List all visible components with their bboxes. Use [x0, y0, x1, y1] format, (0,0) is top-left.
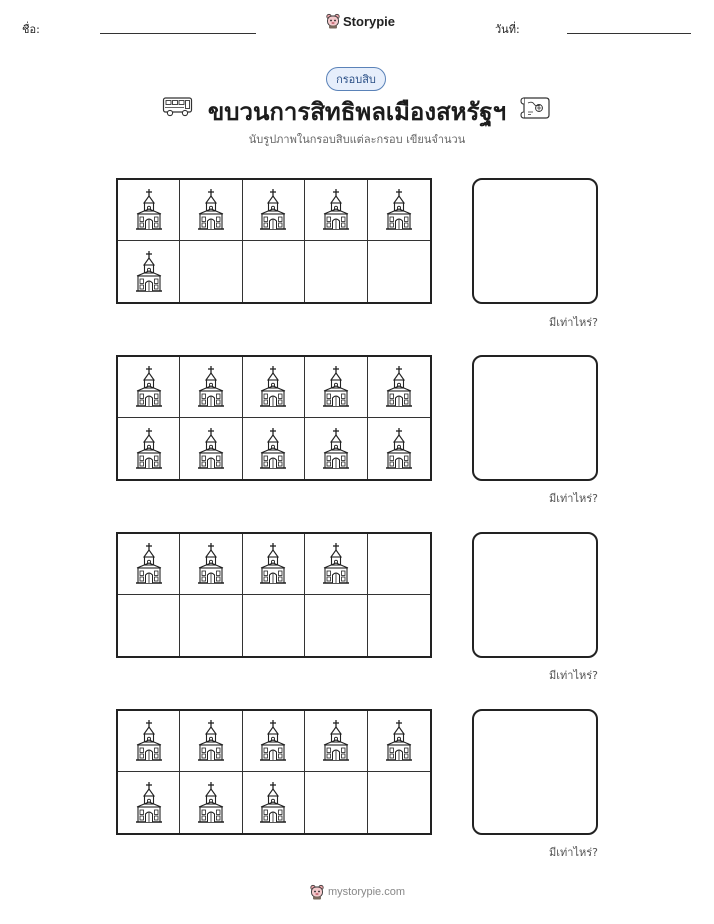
ten-frame-cell: [180, 418, 242, 479]
ten-frame-cell: [243, 357, 305, 418]
church-icon: [133, 250, 165, 294]
church-icon: [257, 365, 289, 409]
answer-box-1[interactable]: [472, 178, 598, 304]
church-icon: [133, 719, 165, 763]
how-many-prompt-4: มีเท่าไหร่?: [549, 846, 598, 859]
ten-frame-cell: [368, 595, 430, 656]
ten-frame-cell: [368, 357, 430, 418]
church-icon: [133, 188, 165, 232]
church-icon: [133, 427, 165, 471]
ten-frame-cell: [180, 711, 242, 772]
ten-frame-cell: [180, 534, 242, 595]
ten-frame-cell: [118, 418, 180, 479]
church-icon: [320, 719, 352, 763]
church-icon: [383, 365, 415, 409]
ten-frame-cell: [368, 772, 430, 833]
church-icon: [257, 781, 289, 825]
ten-frame-cell: [305, 357, 367, 418]
storypie-mascot-icon: [326, 13, 340, 29]
map-scroll-icon: [520, 94, 552, 122]
ten-frame-1: [116, 178, 432, 304]
church-icon: [320, 365, 352, 409]
ten-frame-3: [116, 532, 432, 658]
footer-url: mystorypie.com: [328, 886, 406, 898]
name-label: ชื่อ:: [22, 23, 40, 36]
ten-frame-cell: [180, 595, 242, 656]
ten-frame-cell: [118, 357, 180, 418]
ten-frame-cell: [180, 241, 242, 302]
storypie-mascot-icon: [310, 884, 324, 900]
church-icon: [257, 542, 289, 586]
topic-badge: กรอบสิบ: [326, 67, 386, 91]
ten-frame-cell: [243, 711, 305, 772]
brand-logo: [326, 13, 395, 29]
church-icon: [133, 542, 165, 586]
ten-frame-cell: [368, 711, 430, 772]
how-many-prompt-2: มีเท่าไหร่?: [549, 492, 598, 505]
ten-frame-cell: [243, 595, 305, 656]
ten-frame-cell: [118, 180, 180, 241]
answer-box-3[interactable]: [472, 532, 598, 658]
ten-frame-4: [116, 709, 432, 835]
ten-frame-2: [116, 355, 432, 481]
ten-frame-cell: [305, 180, 367, 241]
ten-frame-cell: [305, 772, 367, 833]
ten-frame-cell: [118, 772, 180, 833]
church-icon: [320, 542, 352, 586]
church-icon: [195, 542, 227, 586]
ten-frame-cell: [368, 180, 430, 241]
church-icon: [195, 188, 227, 232]
ten-frame-cell: [305, 711, 367, 772]
ten-frame-cell: [368, 241, 430, 302]
ten-frame-cell: [243, 772, 305, 833]
how-many-prompt-3: มีเท่าไหร่?: [549, 669, 598, 682]
ten-frame-cell: [180, 357, 242, 418]
ten-frame-cell: [118, 595, 180, 656]
ten-frame-cell: [118, 711, 180, 772]
ten-frame-cell: [180, 772, 242, 833]
worksheet-title: ขบวนการสิทธิพลเมืองสหรัฐฯ: [207, 98, 507, 126]
answer-box-4[interactable]: [472, 709, 598, 835]
church-icon: [257, 427, 289, 471]
church-icon: [133, 781, 165, 825]
church-icon: [195, 781, 227, 825]
ten-frame-cell: [243, 241, 305, 302]
ten-frame-cell: [243, 180, 305, 241]
church-icon: [195, 719, 227, 763]
ten-frame-cell: [180, 180, 242, 241]
ten-frame-cell: [368, 418, 430, 479]
bus-icon: [162, 96, 194, 118]
instructions: นับรูปภาพในกรอบสิบแต่ละกรอบ เขียนจำนวน: [248, 133, 466, 146]
ten-frame-cell: [305, 418, 367, 479]
answer-box-2[interactable]: [472, 355, 598, 481]
church-icon: [320, 427, 352, 471]
how-many-prompt-1: มีเท่าไหร่?: [549, 316, 598, 329]
church-icon: [383, 427, 415, 471]
date-line: [567, 33, 691, 34]
brand-name: Storypie: [343, 13, 396, 29]
ten-frame-cell: [305, 241, 367, 302]
ten-frame-cell: [118, 241, 180, 302]
church-icon: [383, 188, 415, 232]
ten-frame-cell: [243, 534, 305, 595]
ten-frame-cell: [305, 534, 367, 595]
church-icon: [257, 719, 289, 763]
church-icon: [257, 188, 289, 232]
ten-frame-cell: [243, 418, 305, 479]
church-icon: [383, 719, 415, 763]
name-line: [100, 33, 256, 34]
church-icon: [133, 365, 165, 409]
church-icon: [195, 365, 227, 409]
date-label: วันที่:: [495, 23, 520, 36]
ten-frame-cell: [368, 534, 430, 595]
church-icon: [195, 427, 227, 471]
ten-frame-cell: [305, 595, 367, 656]
footer: [310, 884, 405, 900]
church-icon: [320, 188, 352, 232]
ten-frame-cell: [118, 534, 180, 595]
